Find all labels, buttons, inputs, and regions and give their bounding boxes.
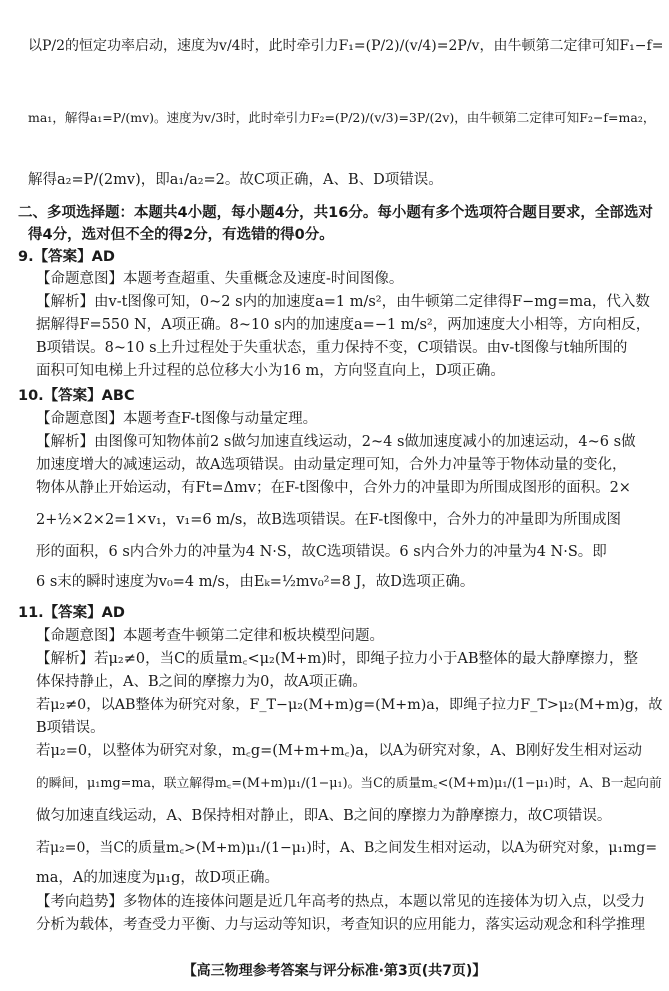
text-line: 物体从静止开始运动，有Ft=Δmv；在F-t图像中，合外力的冲量即为所围成图形的面积。2× — [36, 480, 631, 496]
text-line: 面积可知电梯上升过程的总位移大小为16 m，方向竖直向上，D项正确。 — [36, 363, 505, 379]
text-line: 【解析】由图像可知物体前2 s做匀加速直线运动，2~4 s做加速度减小的加速运动，4~6 s做 — [36, 434, 636, 450]
text-line: 【命题意图】本题考查超重、失重概念及速度-时间图像。 — [36, 271, 404, 287]
text-line: 6 s末的瞬时速度为v₀=4 m/s，由Eₖ=½mv₀²=8 J，故D选项正确。 — [36, 574, 475, 590]
section-heading: 得4分，选对但不全的得2分，有选错的得0分。 — [28, 227, 334, 243]
text-line: ma，A的加速度为μ₁g，故D项正确。 — [36, 870, 280, 886]
section-heading: 二、多项选择题：本题共4小题，每小题4分，共16分。每小题有多个选项符合题目要求，全部选对 — [18, 205, 653, 221]
answer-heading: 9.【答案】AD — [18, 249, 115, 265]
text-line: 若μ₂≠0，以AB整体为研究对象，F_T−μ₂(M+m)g=(M+m)a，即绳子拉力F_T>μ₂(M+m)g，故 — [36, 697, 663, 713]
text-line: 体保持静止，A、B之间的摩擦力为0，故A项正确。 — [36, 674, 367, 690]
text-line: 【解析】由v-t图像可知，0~2 s内的加速度a=1 m/s²，由牛顿第二定律得F−mg=ma，代入数 — [36, 294, 650, 310]
text-line: B项错误。 — [36, 720, 105, 736]
text-line: 【命题意图】本题考查F-t图像与动量定理。 — [36, 411, 318, 427]
text-line: 解得a₂=P/(2mv)，即a₁/a₂=2。故C项正确，A、B、D项错误。 — [28, 172, 443, 188]
answer-heading: 11.【答案】AD — [18, 605, 125, 621]
text-line: ma₁，解得a₁=P/(mv)。速度为v/3时，此时牵引力F₂=(P/2)/(v/3)=3P/(2v)，由牛顿第二定律可知F₂−f=ma₂， — [28, 110, 656, 125]
text-line: 【解析】若μ₂≠0，当C的质量m꜀<μ₂(M+m)时，即绳子拉力小于AB整体的最大静摩擦力，整 — [36, 651, 639, 667]
text-line: 形的面积，6 s内合外力的冲量为4 N·S，故C选项错误。6 s内合外力的冲量为4 N·S。即 — [36, 544, 607, 560]
text-line: 若μ₂=0，当C的质量m꜀>(M+m)μ₁/(1−μ₁)时，A、B之间发生相对运动，以A为研究对象，μ₁mg= — [36, 840, 658, 856]
text-line: B项错误。8~10 s上升过程处于失重状态，重力保持不变，C项错误。由v-t图像与t轴所围的 — [36, 340, 628, 356]
text-line: 【考向趋势】多物体的连接体问题是近几年高考的热点，本题以常见的连接体为切入点，以受力 — [36, 894, 645, 910]
page-footer: 【高三物理参考答案与评分标准·第3页(共7页)】 — [182, 963, 487, 979]
text-line: 分析为载体，考查受力平衡、力与运动等知识，考查知识的应用能力，落实运动观念和科学推理 — [36, 917, 645, 933]
text-line: 加速度增大的减速运动，故A选项错误。由动量定理可知，合外力冲量等于物体动量的变化， — [36, 457, 627, 473]
text-line: 【命题意图】本题考查牛顿第二定律和板块模型问题。 — [36, 628, 384, 644]
answer-heading: 10.【答案】ABC — [18, 388, 135, 404]
text-line: 做匀加速直线运动，A、B保持相对静止，即A、B之间的摩擦力为静摩擦力，故C项错误。 — [36, 808, 612, 824]
text-line: 以P/2的恒定功率启动，速度为v/4时，此时牵引力F₁=(P/2)/(v/4)=2P/v，由牛顿第二定律可知F₁−f= — [28, 38, 664, 54]
text-line: 的瞬间，μ₁mg=ma，联立解得m꜀=(M+m)μ₁/(1−μ₁)。当C的质量m꜀<(M+m)μ₁/(1−μ₁)时，A、B一起向前 — [36, 776, 662, 791]
text-line: 2+½×2×2=1×v₁，v₁=6 m/s，故B选项错误。在F-t图像中，合外力的冲量即为所围成图 — [36, 512, 622, 528]
text-line: 若μ₂=0，以整体为研究对象，m꜀g=(M+m+m꜀)a，以A为研究对象，A、B刚好发生相对运动 — [36, 743, 643, 759]
text-line: 据解得F=550 N，A项正确。8~10 s内的加速度a=−1 m/s²，两加速度大小相等，方向相反， — [36, 317, 651, 333]
